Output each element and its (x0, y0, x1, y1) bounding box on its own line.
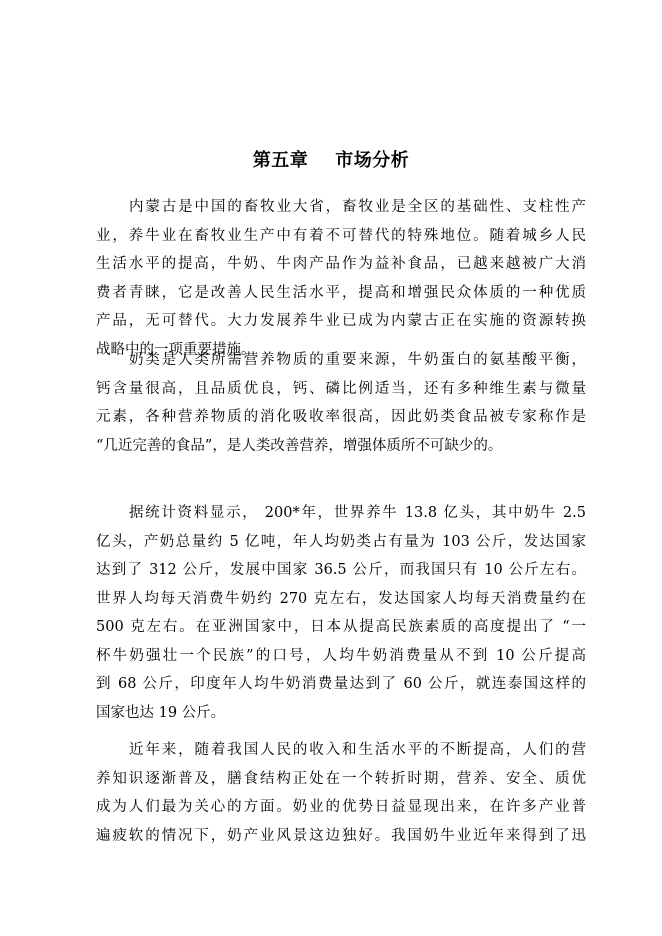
paragraph-line: 遍疲软的情况下，奶产业风景这边独好。我国奶牛业近年来得到了迅 (96, 827, 586, 844)
paragraph-line: 国家也达 19 公斤。 (96, 704, 226, 721)
paragraph-line: 元素，各种营养物质的消化吸收率很高，因此奶类食品被专家称作是 (96, 409, 586, 425)
paragraph-line: 500 克左右。在亚洲国家中，日本从提高民族素质的高度提出了 “一 (96, 619, 586, 635)
paragraph-line: 世界人均每天消费牛奶约 270 克左右，发达国家人均每天消费量约在 (96, 590, 586, 607)
paragraph-2 (96, 346, 586, 460)
paragraph-line: 奶类是人类所需营养物质的重要来源，牛奶蛋白的氨基酸平衡， (129, 352, 586, 368)
paragraph-line: 业，养牛业在畜牧业生产中有着不可替代的特殊地位。随着城乡人民 (96, 227, 586, 244)
paragraph-line: 费者青睐，它是改善人民生活水平，提高和增强民众体质的一种优质 (96, 284, 586, 301)
paragraph-line: 到 68 公斤，印度年人均牛奶消费量达到了 60 公斤，就连泰国这样的 (96, 676, 586, 692)
paragraph-line: “几近完善的食品”，是人类改善营养，增强体质所不可缺少的。 (96, 437, 503, 454)
paragraph-3 (96, 499, 586, 727)
paragraph-line: 钙含量很高，且品质优良，钙、磷比例适当，还有多种维生素与微量 (96, 380, 586, 397)
paragraph-line: 产品，无可替代。大力发展养牛业已成为内蒙古正在实施的资源转换 (96, 313, 586, 329)
paragraph-line: 杯牛奶强壮一个民族”的口号，人均牛奶消费量从不到 10 公斤提高 (96, 647, 586, 664)
paragraph-line: 亿头，产奶总量约 5 亿吨，年人均奶类占有量为 103 公斤，发达国家 (96, 533, 586, 550)
paragraph-line: 生活水平的提高，牛奶、牛肉产品作为益补食品，已越来越被广大消 (96, 256, 586, 272)
paragraph-4 (96, 736, 586, 850)
paragraph-1 (96, 193, 586, 364)
chapter-title: 第五章 市场分析 (252, 150, 410, 171)
paragraph-line: 近年来，随着我国人民的收入和生活水平的不断提高，人们的营 (129, 742, 586, 758)
paragraph-line: 成为人们最为关心的方面。奶业的优势日益显现出来，在许多产业普 (96, 799, 586, 815)
paragraph-line: 战略中的一项重要措施。 (96, 341, 256, 358)
paragraph-line: 养知识逐渐普及，膳食结构正处在一个转折时期，营养、安全、质优 (96, 770, 586, 787)
paragraph-line: 达到了 312 公斤，发展中国家 36.5 公斤，而我国只有 10 公斤左右。 (96, 562, 586, 578)
paragraph-line: 据统计资料显示， 200*年，世界养牛 13.8 亿头，其中奶牛 2.5 (129, 505, 586, 521)
paragraph-line: 内蒙古是中国的畜牧业大省，畜牧业是全区的基础性、支柱性产 (129, 199, 586, 215)
